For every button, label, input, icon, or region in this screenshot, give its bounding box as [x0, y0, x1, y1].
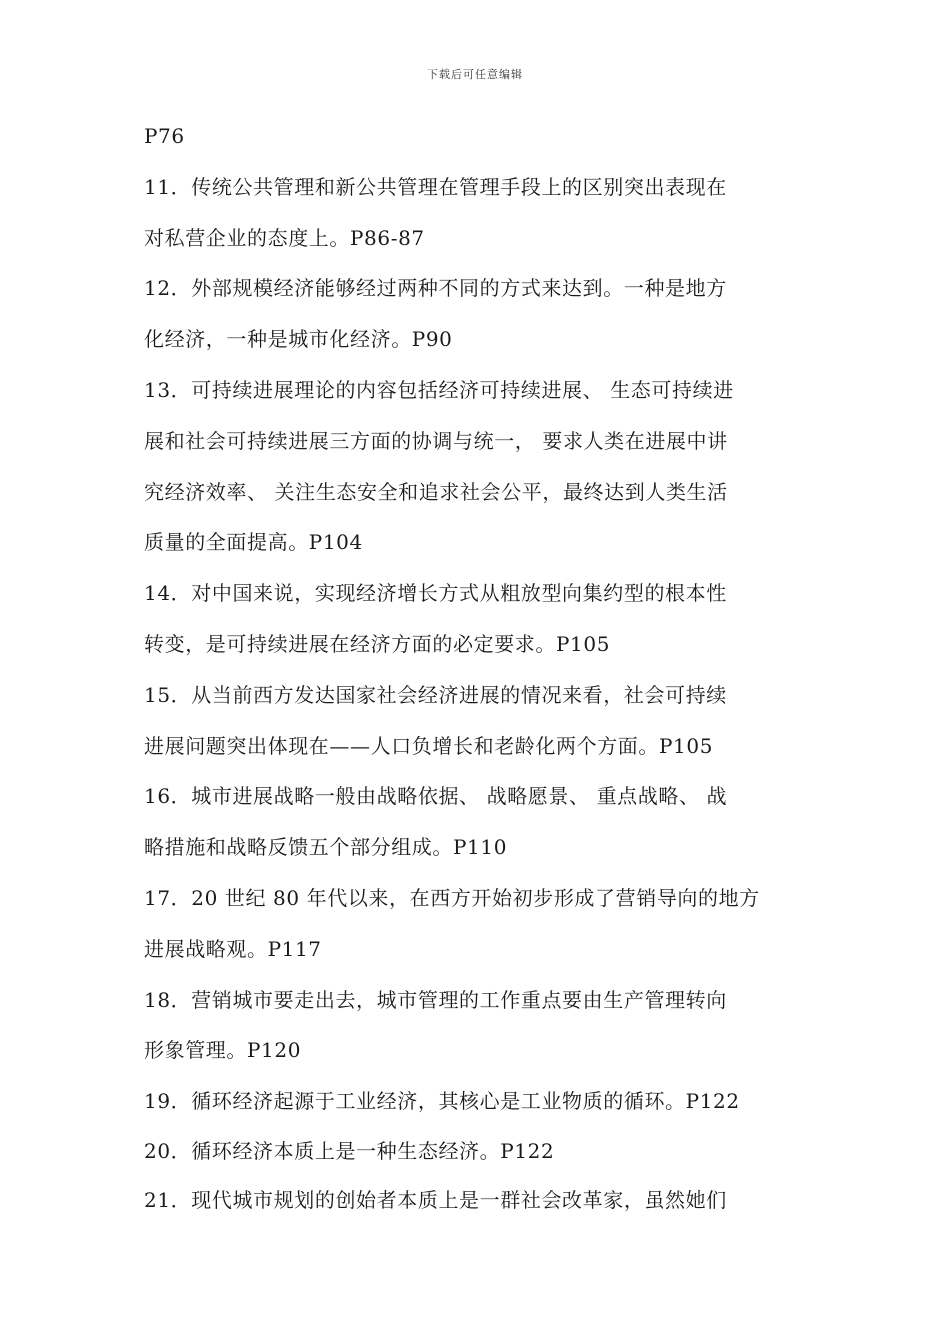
document-body [144, 118, 814, 1233]
text-line: 究经济效率、 关注生态安全和追求社会公平，最终达到人类生活 [144, 479, 728, 504]
text-line: 展和社会可持续进展三方面的协调与统一， 要求人类在进展中讲 [144, 428, 728, 453]
text-line: 12．外部规模经济能够经过两种不同的方式来达到。一种是地方 [144, 276, 727, 301]
text-line: 19．循环经济起源于工业经济，其核心是工业物质的循环。P122 [144, 1089, 740, 1114]
text-line: 进展问题突出体现在——人口负增长和老龄化两个方面。P105 [144, 733, 714, 758]
text-line: 16．城市进展战略一般由战略依据、 战略愿景、 重点战略、 战 [144, 784, 728, 809]
text-line: 对私营企业的态度上。P86-87 [144, 225, 425, 250]
text-line: 13．可持续进展理论的内容包括经济可持续进展、 生态可持续进 [144, 377, 734, 402]
text-line: P76 [144, 124, 185, 148]
text-line: 转变，是可持续进展在经济方面的必定要求。P105 [144, 631, 611, 656]
text-line: 质量的全面提高。P104 [144, 530, 363, 555]
text-line: 20．循环经济本质上是一种生态经济。P122 [144, 1138, 555, 1163]
text-line: 18．营销城市要走出去，城市管理的工作重点要由生产管理转向 [144, 987, 727, 1012]
text-line: 略措施和战略反馈五个部分组成。P110 [144, 835, 508, 860]
text-line: 进展战略观。P117 [144, 936, 322, 961]
text-line: 17．20 世纪 80 年代以来，在西方开始初步形成了营销导向的地方 [144, 885, 760, 910]
page-header: 下载后可任意编辑 [427, 68, 523, 81]
text-line: 21．现代城市规划的创始者本质上是一群社会改革家，虽然她们 [144, 1188, 727, 1213]
text-line: 11．传统公共管理和新公共管理在管理手段上的区别突出表现在 [144, 174, 727, 199]
text-line: 14．对中国来说，实现经济增长方式从粗放型向集约型的根本性 [144, 581, 727, 606]
text-line: 化经济，一种是城市化经济。P90 [144, 327, 453, 352]
text-line: 形象管理。P120 [144, 1038, 302, 1063]
text-line: 15．从当前西方发达国家社会经济进展的情况来看，社会可持续 [144, 682, 727, 707]
